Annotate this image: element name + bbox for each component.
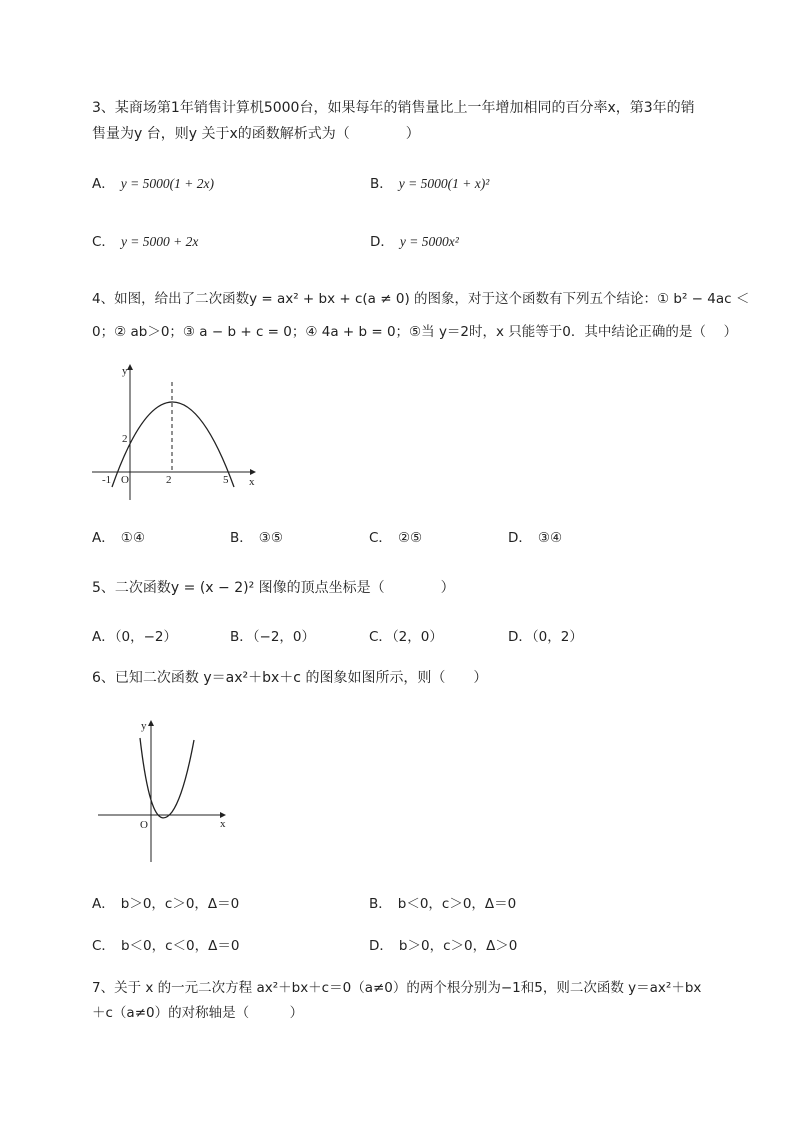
- q4-option-c[interactable]: [369, 528, 422, 548]
- q4-tick-label-2x: 2: [166, 474, 172, 486]
- option-text: ③⑤: [258, 530, 283, 546]
- q6-y-axis-label: y: [141, 720, 147, 732]
- q4-option-d[interactable]: [508, 528, 562, 548]
- q4-stem-line2: 0；② ab＞0；③ a − b + c = 0；④ 4a + b = 0；⑤当 y＝2时，x 只能等于0．其中结论正确的是（ ）: [92, 324, 738, 340]
- option-text: b＜0，c＜0，Δ＝0: [120, 938, 240, 954]
- option-label: C．: [92, 234, 115, 250]
- q6-option-a[interactable]: [92, 894, 239, 914]
- option-text: y = 5000x²: [399, 234, 459, 249]
- option-text: （0，2）: [531, 629, 583, 645]
- q5-option-c[interactable]: [369, 627, 443, 647]
- option-label: A．: [92, 176, 115, 192]
- q4-y-axis-label: y: [122, 365, 128, 377]
- option-text: （2，0）: [391, 629, 443, 645]
- option-label: D．: [508, 629, 532, 645]
- option-text: b＞0，c＞0，Δ＞0: [398, 938, 518, 954]
- q4-tick-label-2y: 2: [122, 433, 128, 445]
- q7-stem-line2: ＋c（a≠0）的对称轴是（ ）: [92, 1005, 304, 1021]
- q5-option-d[interactable]: [508, 627, 583, 647]
- q6-parabola-curve: [140, 738, 194, 818]
- option-text: b＜0，c＞0，Δ＝0: [397, 896, 517, 912]
- q6-axes: [98, 720, 226, 862]
- option-label: C．: [92, 938, 115, 954]
- option-label: C．: [369, 530, 392, 546]
- option-label: D．: [370, 234, 394, 250]
- option-label: D．: [508, 530, 532, 546]
- option-label: D．: [369, 938, 393, 954]
- q4-tick-label-5: 5: [223, 474, 229, 486]
- q6-origin-label: O: [140, 819, 148, 831]
- option-text: （−2，0）: [252, 629, 316, 645]
- option-label: C．: [369, 629, 392, 645]
- q4-option-b[interactable]: [230, 528, 283, 548]
- option-text: y = 5000 + 2x: [120, 234, 199, 249]
- q3-stem-line2: 售量为y 台，则y 关于x的函数解析式为（ ）: [92, 126, 420, 142]
- option-text: ①④: [120, 530, 145, 546]
- q5-option-a[interactable]: [92, 627, 177, 647]
- q4-origin-label: O: [121, 474, 129, 486]
- q6-option-b[interactable]: [369, 894, 516, 914]
- option-label: B．: [230, 629, 253, 645]
- option-label: B．: [370, 176, 393, 192]
- option-label: B．: [230, 530, 253, 546]
- q3-option-c[interactable]: [92, 232, 198, 252]
- q4-stem-line1: 4、如图，给出了二次函数y = ax² + bx + c(a ≠ 0) 的图象，对于这个函数有下列五个结论：① b² − 4ac ＜: [92, 291, 750, 307]
- q3-option-d[interactable]: [370, 232, 459, 252]
- q3-option-b[interactable]: [370, 174, 489, 194]
- q6-parabola-graph: [96, 712, 236, 867]
- option-text: y = 5000(1 + 2x): [120, 176, 214, 191]
- option-text: b＞0，c＞0，Δ＝0: [120, 896, 240, 912]
- q7-stem-line1: 7、关于 x 的一元二次方程 ax²＋bx＋c＝0（a≠0）的两个根分别为−1和5，则二次函数 y＝ax²＋bx: [92, 980, 702, 996]
- option-label: A．: [92, 896, 115, 912]
- q5-stem-line1: 5、二次函数y = (x − 2)² 图像的顶点坐标是（ ）: [92, 580, 455, 596]
- option-text: ③④: [537, 530, 563, 546]
- option-text: y = 5000(1 + x)²: [398, 176, 490, 191]
- q6-option-d[interactable]: [369, 936, 517, 956]
- q3-stem-line1: 3、某商场第1年销售计算机5000台，如果每年的销售量比上一年增加相同的百分率x，第3年的销: [92, 100, 695, 116]
- option-text: ②⑤: [397, 530, 423, 546]
- q4-tick-label-neg1: -1: [102, 474, 112, 486]
- option-label: A．: [92, 629, 115, 645]
- q3-option-a[interactable]: [92, 174, 214, 194]
- option-label: B．: [369, 896, 392, 912]
- option-label: A．: [92, 530, 115, 546]
- q4-option-a[interactable]: [92, 528, 145, 548]
- option-text: （0，−2）: [114, 629, 177, 645]
- q6-option-c[interactable]: [92, 936, 239, 956]
- q5-option-b[interactable]: [230, 627, 315, 647]
- q4-x-axis-label: x: [249, 476, 255, 488]
- q6-stem-line1: 6、已知二次函数 y＝ax²＋bx＋c 的图象如图所示，则（ ）: [92, 670, 488, 686]
- q6-x-axis-label: x: [220, 818, 226, 830]
- q4-parabola-graph: [92, 362, 262, 502]
